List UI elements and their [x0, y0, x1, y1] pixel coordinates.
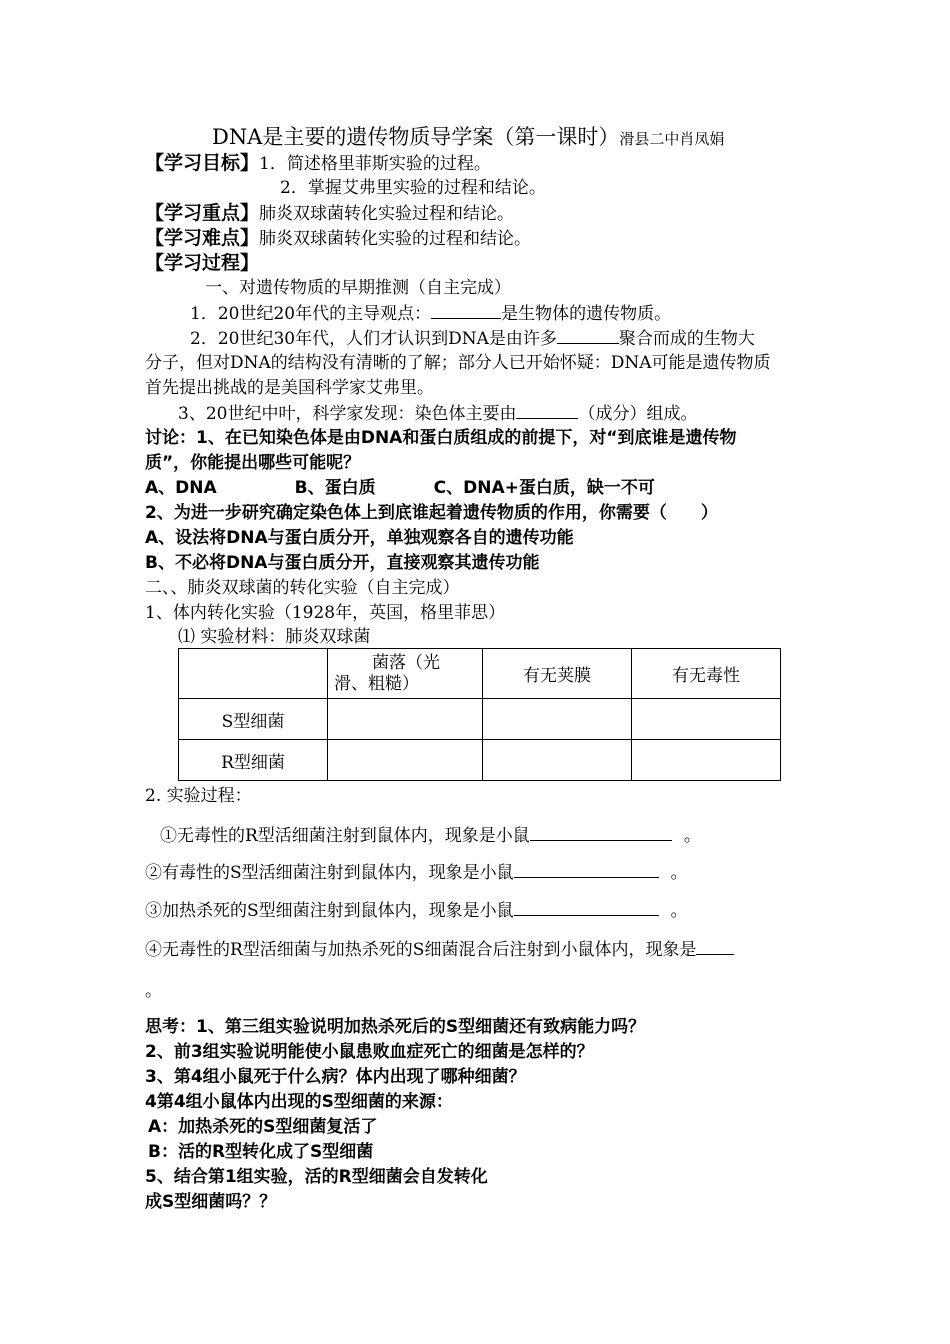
- goal-item-2: 2．掌握艾弗里实验的过程和结论。: [280, 178, 546, 198]
- blank-step-1[interactable]: [530, 824, 672, 841]
- thinking-1: 思考：1、第三组实验说明加热杀死后的S型细菌还有致病能力吗？: [145, 1017, 646, 1037]
- part1-q2-line2: 分子，但对DNA的结构没有清晰的了解；部分人已开始怀疑：DNA可能是遗传物质: [145, 353, 771, 373]
- key-points-text: 肺炎双球菌转化实验过程和结论。: [259, 204, 515, 224]
- key-points-label: 【学习重点】: [145, 202, 260, 224]
- step-4-period: 。: [145, 981, 162, 1001]
- option-a: A、DNA: [145, 478, 217, 498]
- table-cell[interactable]: [632, 740, 781, 781]
- discussion-options: [145, 477, 655, 499]
- part1-q1-text: 1．20世纪20年代的主导观点：: [190, 304, 432, 324]
- goal-item-1: 1．简述格里菲斯实验的过程。: [259, 154, 491, 174]
- page-title: DNA是主要的遗传物质导学案（第一课时）: [212, 125, 620, 149]
- step-2-text: ②有毒性的S型活细菌注射到鼠体内，现象是小鼠: [145, 863, 514, 883]
- part1-q2-end: 聚合而成的生物大: [618, 329, 755, 349]
- discussion-ans-b: B、不必将DNA与蛋白质分开，直接观察其遗传功能: [145, 553, 540, 573]
- part1-heading: 一、对遗传物质的早期推测（自主完成）: [205, 278, 511, 298]
- goals-label: 【学习目标】: [145, 152, 260, 174]
- part1-q2: [190, 327, 755, 350]
- part1-q3: [178, 402, 697, 425]
- table-cell[interactable]: [483, 740, 632, 781]
- difficulties-label: 【学习难点】: [145, 227, 260, 249]
- header-colony-line1: 菌落（光: [372, 652, 440, 673]
- thinking-3: 3、第4组小鼠死于什么病？体内出现了哪种细菌？: [145, 1067, 526, 1087]
- table-cell[interactable]: [483, 699, 632, 740]
- experiment-step-3: [145, 899, 688, 922]
- experiment-heading: 2. 实验过程：: [145, 786, 252, 806]
- key-points-line: [145, 202, 514, 225]
- thinking-5: 5、结合第1组实验，活的R型细菌会自发转化: [145, 1167, 488, 1187]
- option-c: C、DNA+蛋白质，缺一不可: [433, 478, 655, 498]
- table-header-capsule: 有无荚膜: [483, 649, 632, 699]
- goals-line-1: [145, 152, 491, 175]
- discussion-line-2: 质”，你能提出哪些可能呢？: [145, 453, 361, 473]
- thinking-option-b: B：活的R型转化成了S型细菌: [148, 1142, 374, 1162]
- blank-step-2[interactable]: [514, 861, 659, 878]
- blank-q2[interactable]: [557, 327, 619, 344]
- thinking-5-cont: 成S型细菌吗？？: [145, 1192, 277, 1212]
- part2-material: ⑴ 实验材料：肺炎双球菌: [178, 627, 371, 647]
- row-label-r: R型细菌: [179, 740, 328, 781]
- thinking-4: 4第4组小鼠体内出现的S型细菌的来源：: [145, 1092, 453, 1112]
- bacteria-table: [178, 648, 781, 781]
- page-title-line: [212, 126, 724, 150]
- thinking-2: 2、前3组实验说明能使小鼠患败血症死亡的细菌是怎样的？: [145, 1042, 594, 1062]
- blank-q3[interactable]: [516, 402, 578, 419]
- table-row: [179, 699, 781, 740]
- step-1-period: 。: [683, 826, 701, 846]
- difficulties-text: 肺炎双球菌转化实验的过程和结论。: [259, 229, 532, 249]
- process-label-text: 【学习过程】: [145, 252, 260, 274]
- row-label-s: S型细菌: [179, 699, 328, 740]
- process-label: [145, 252, 259, 275]
- step-4-text: ④无毒性的R型活细菌与加热杀死的S细菌混合后注射到小鼠体内，现象是: [145, 940, 697, 960]
- part1-q2-line3: 首先提出挑战的是美国科学家艾弗里。: [145, 378, 434, 398]
- part1-q2-text: 2．20世纪30年代，人们才认识到DNA是由许多: [190, 329, 557, 349]
- table-cell[interactable]: [328, 740, 483, 781]
- author: 滑县二中肖凤娟: [619, 130, 725, 148]
- experiment-step-4: [145, 938, 734, 961]
- option-b: B、蛋白质: [294, 478, 376, 498]
- difficulties-line: [145, 227, 531, 250]
- table-cell[interactable]: [632, 699, 781, 740]
- step-3-period: 。: [670, 901, 688, 921]
- part2-sub1: 1、体内转化实验（1928年，英国，格里菲思）: [145, 603, 506, 623]
- table-row: [179, 740, 781, 781]
- table-header-row: [179, 649, 781, 699]
- step-2-period: 。: [670, 863, 688, 883]
- discussion-q2: 2、为进一步研究确定染色体上到底谁起着遗传物质的作用，你需要（ ）: [145, 503, 718, 523]
- discussion-ans-a: A、设法将DNA与蛋白质分开，单独观察各自的遗传功能: [145, 528, 574, 548]
- experiment-step-2: [145, 861, 688, 884]
- step-1-text: ①无毒性的R型活细菌注射到鼠体内，现象是小鼠: [160, 826, 530, 846]
- blank-q1[interactable]: [431, 302, 501, 319]
- blank-step-4[interactable]: [696, 938, 734, 955]
- table-cell[interactable]: [328, 699, 483, 740]
- part1-q1: [190, 302, 671, 325]
- experiment-step-1: [160, 824, 701, 847]
- discussion-line-1: 讨论：1、在已知染色体是由DNA和蛋白质组成的前提下，对“到底谁是遗传物: [145, 428, 737, 448]
- header-colony-line2: 滑、粗糙）: [334, 673, 419, 694]
- table-header-toxicity: 有无毒性: [632, 649, 781, 699]
- part1-q3-end: （成分）组成。: [578, 404, 698, 424]
- part1-q3-text: 3、20世纪中叶，科学家发现：染色体主要由: [178, 404, 517, 424]
- table-header-empty: [179, 649, 328, 699]
- table-header-colony: [328, 649, 483, 699]
- part2-heading: 二、、肺炎双球菌的转化实验（自主完成）: [145, 578, 460, 598]
- thinking-option-a: A：加热杀死的S型细菌复活了: [148, 1117, 378, 1137]
- blank-step-3[interactable]: [514, 899, 659, 916]
- step-3-text: ③加热杀死的S型细菌注射到鼠体内，现象是小鼠: [145, 901, 514, 921]
- part1-q1-end: 是生物体的遗传物质。: [501, 304, 672, 324]
